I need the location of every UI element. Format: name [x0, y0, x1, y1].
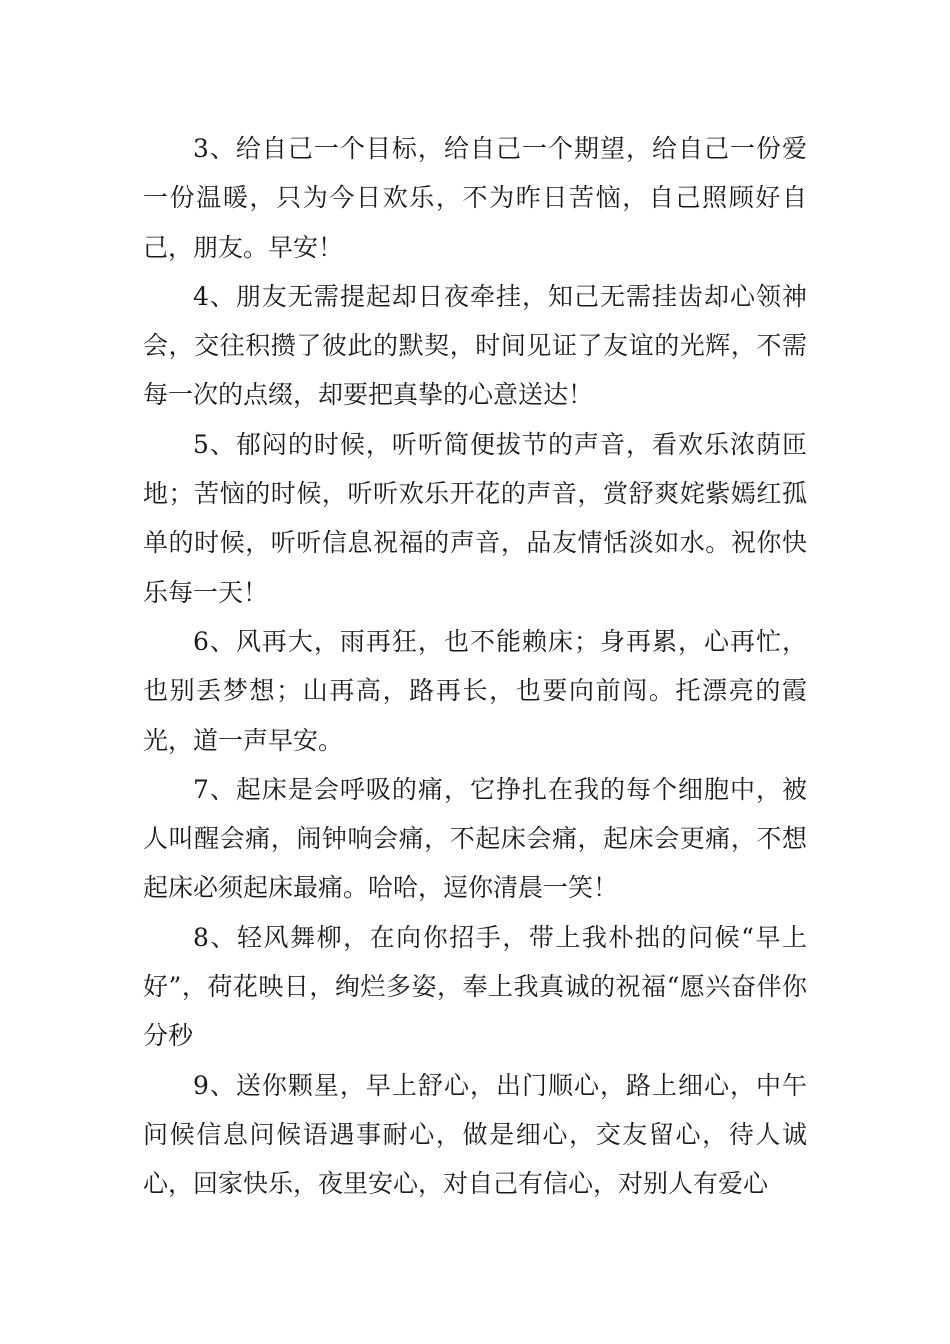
paragraph-9: 9、送你颗星，早上舒心，出门顺心，路上细心，中午问候信息问候语遇事耐心，做是细心，交友留心，待人诚心，回家快乐，夜里安心，对自己有信心，对别人有爱心: [143, 1070, 807, 1199]
paragraph-6: 6、风再大，雨再狂，也不能赖床；身再累，心再忙，也别丢梦想；山再高，路再长，也要向前闯。托漂亮的霞光，道一声早安。: [143, 626, 807, 755]
document-body: [143, 124, 807, 1209]
paragraph-3: 3、给自己一个目标，给自己一个期望，给自己一份爱一份温暖，只为今日欢乐，不为昨日苦恼，自己照顾好自己，朋友。早安！: [143, 134, 807, 262]
paragraph-8: 8、轻风舞柳，在向你招手，带上我朴拙的问候“早上好”，荷花映日，绚烂多姿，奉上我真诚的祝福“愿兴奋伴你分秒: [143, 922, 807, 1051]
paragraph-4: 4、朋友无需提起却日夜牵挂，知己无需挂齿却心领神会，交往积攒了彼此的默契，时间见证了友谊的光辉，不需每一次的点缀，却要把真挚的心意送达！: [143, 281, 807, 410]
paragraph-5: 5、郁闷的时候，听听简便拔节的声音，看欢乐浓荫匝地；苦恼的时候，听听欢乐开花的声音，赏舒爽姹紫嫣红孤单的时候，听听信息祝福的声音，品友情恬淡如水。祝你快乐每一天！: [143, 429, 807, 607]
paragraph-7: 7、起床是会呼吸的痛，它挣扎在我的每个细胞中，被人叫醒会痛，闹钟响会痛，不起床会痛，起床会更痛，不想起床必须起床最痛。哈哈，逗你清晨一笑！: [143, 774, 807, 903]
